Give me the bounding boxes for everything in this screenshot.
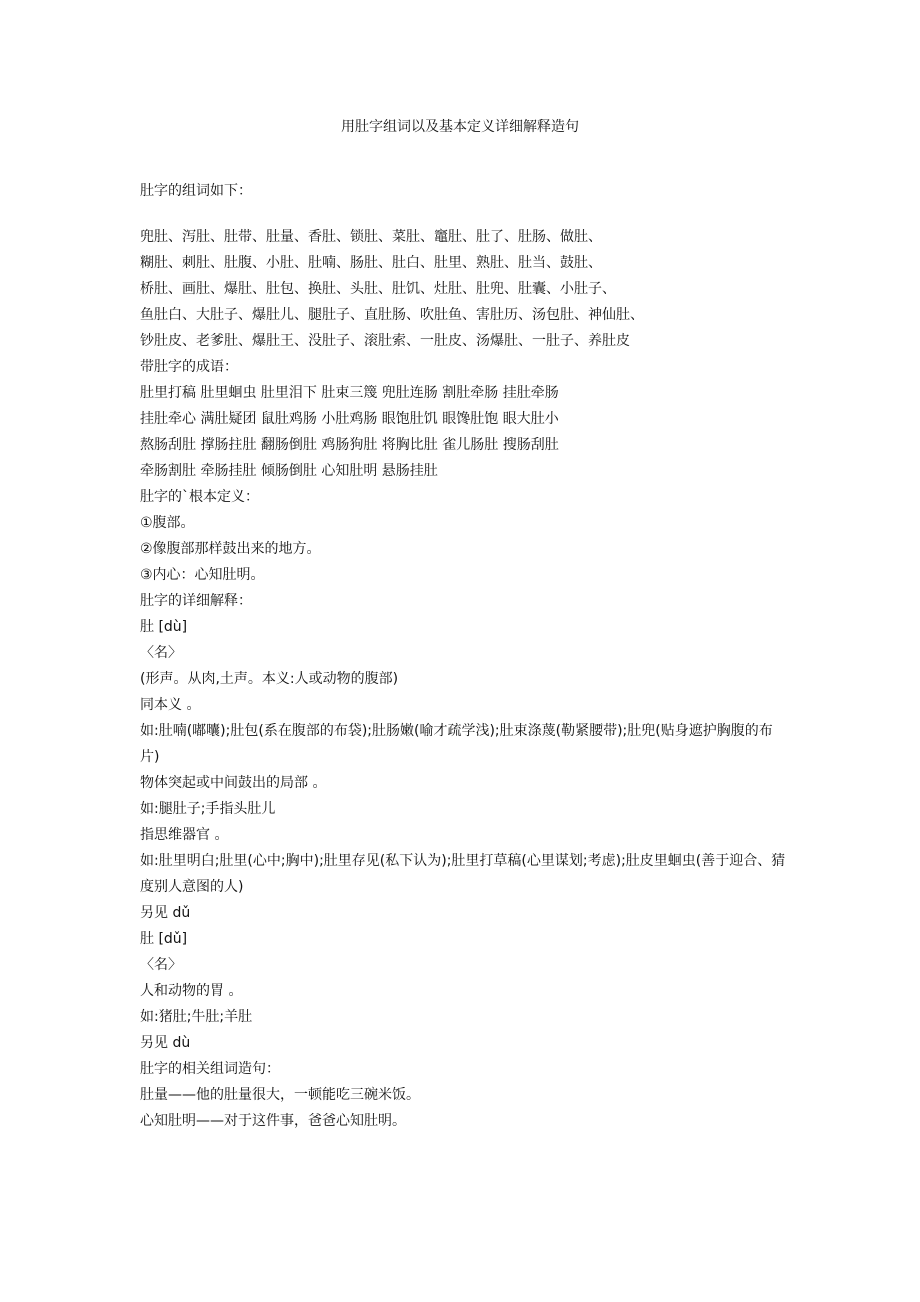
example-text: 如:猪肚;牛肚;羊肚 bbox=[140, 1009, 253, 1025]
section-heading-sentences: 肚字的相关组词造句： bbox=[140, 1061, 280, 1077]
idiom-line: 熬肠刮肚 撑肠拄肚 翻肠倒肚 鸡肠狗肚 将胸比肚 雀儿肠肚 搜肠刮肚 bbox=[140, 437, 559, 453]
idiom-line: 牵肠割肚 牵肠挂肚 倾肠倒肚 心知肚明 悬肠挂肚 bbox=[140, 463, 438, 479]
word-list-line: 桥肚、画肚、爆肚、肚包、换肚、头肚、肚饥、灶肚、肚兜、肚囊、小肚子、 bbox=[140, 281, 616, 297]
definition-item: ①腹部。 bbox=[140, 515, 195, 531]
see-also: 另见 dǔ bbox=[140, 905, 191, 921]
sense-label: 指思维器官 。 bbox=[140, 827, 229, 843]
part-of-speech: 〈名〉 bbox=[140, 645, 182, 661]
part-of-speech: 〈名〉 bbox=[140, 957, 182, 973]
definition-item: ②像腹部那样鼓出来的地方。 bbox=[140, 541, 321, 557]
pronunciation-du4: 肚 [dù] bbox=[140, 619, 188, 635]
word-list-line: 钞肚皮、老爹肚、爆肚王、没肚子、滚肚索、一肚皮、汤爆肚、一肚子、养肚皮 bbox=[140, 333, 630, 349]
word-list-line: 糊肚、刺肚、肚腹、小肚、肚喃、肠肚、肚白、肚里、熟肚、肚当、鼓肚、 bbox=[140, 255, 602, 271]
document-body bbox=[140, 178, 790, 1134]
sense-label: 物体突起或中间鼓出的局部 。 bbox=[140, 775, 327, 791]
word-list-line: 兜肚、泻肚、肚带、肚量、香肚、锁肚、菜肚、竈肚、肚了、肚肠、做肚、 bbox=[140, 229, 602, 245]
section-heading-basic-definition: 肚字的`根本定义： bbox=[140, 489, 259, 505]
see-also: 另见 dù bbox=[140, 1035, 191, 1051]
idiom-line: 挂肚牵心 满肚疑团 鼠肚鸡肠 小肚鸡肠 眼饱肚饥 眼馋肚饱 眼大肚小 bbox=[140, 411, 559, 427]
pronunciation-du3: 肚 [dǔ] bbox=[140, 931, 188, 947]
example-sentence: 肚量——他的肚量很大，一顿能吃三碗米饭。 bbox=[140, 1087, 420, 1103]
document-title: 用肚字组词以及基本定义详细解释造句 bbox=[341, 119, 579, 135]
example-text: 如:腿肚子;手指头肚儿 bbox=[140, 801, 276, 817]
paragraph-intro: 肚字的组词如下： bbox=[140, 183, 252, 199]
sense-label: 人和动物的胃 。 bbox=[140, 983, 243, 999]
section-heading-idioms: 带肚字的成语： bbox=[140, 359, 238, 375]
section-heading-detailed-explanation: 肚字的详细解释： bbox=[140, 593, 252, 609]
sense-label: 同本义 。 bbox=[140, 697, 201, 713]
example-sentence: 心知肚明——对于这件事，爸爸心知肚明。 bbox=[140, 1113, 406, 1129]
example-text: 如:肚喃(嘟囔);肚包(系在腹部的布袋);肚肠嫩(喻才疏学浅);肚束涤蔑(勒紧腰带);肚兜(贴身遮护胸腹的布片) bbox=[140, 723, 773, 765]
example-text: 如:肚里明白;肚里(心中;胸中);肚里存见(私下认为);肚里打草稿(心里谋划;考虑);肚皮里蛔虫(善于迎合、猜度别人意图的人) bbox=[140, 853, 786, 895]
idiom-line: 肚里打稿 肚里蛔虫 肚里泪下 肚束三篾 兜肚连肠 割肚牵肠 挂肚牵肠 bbox=[140, 385, 559, 401]
etymology-text: (形声。从肉,土声。本义:人或动物的腹部) bbox=[140, 671, 399, 687]
definition-item: ③内心：心知肚明。 bbox=[140, 567, 265, 583]
word-list-line: 鱼肚白、大肚子、爆肚儿、腿肚子、直肚肠、吹肚鱼、害肚历、汤包肚、神仙肚、 bbox=[140, 307, 644, 323]
